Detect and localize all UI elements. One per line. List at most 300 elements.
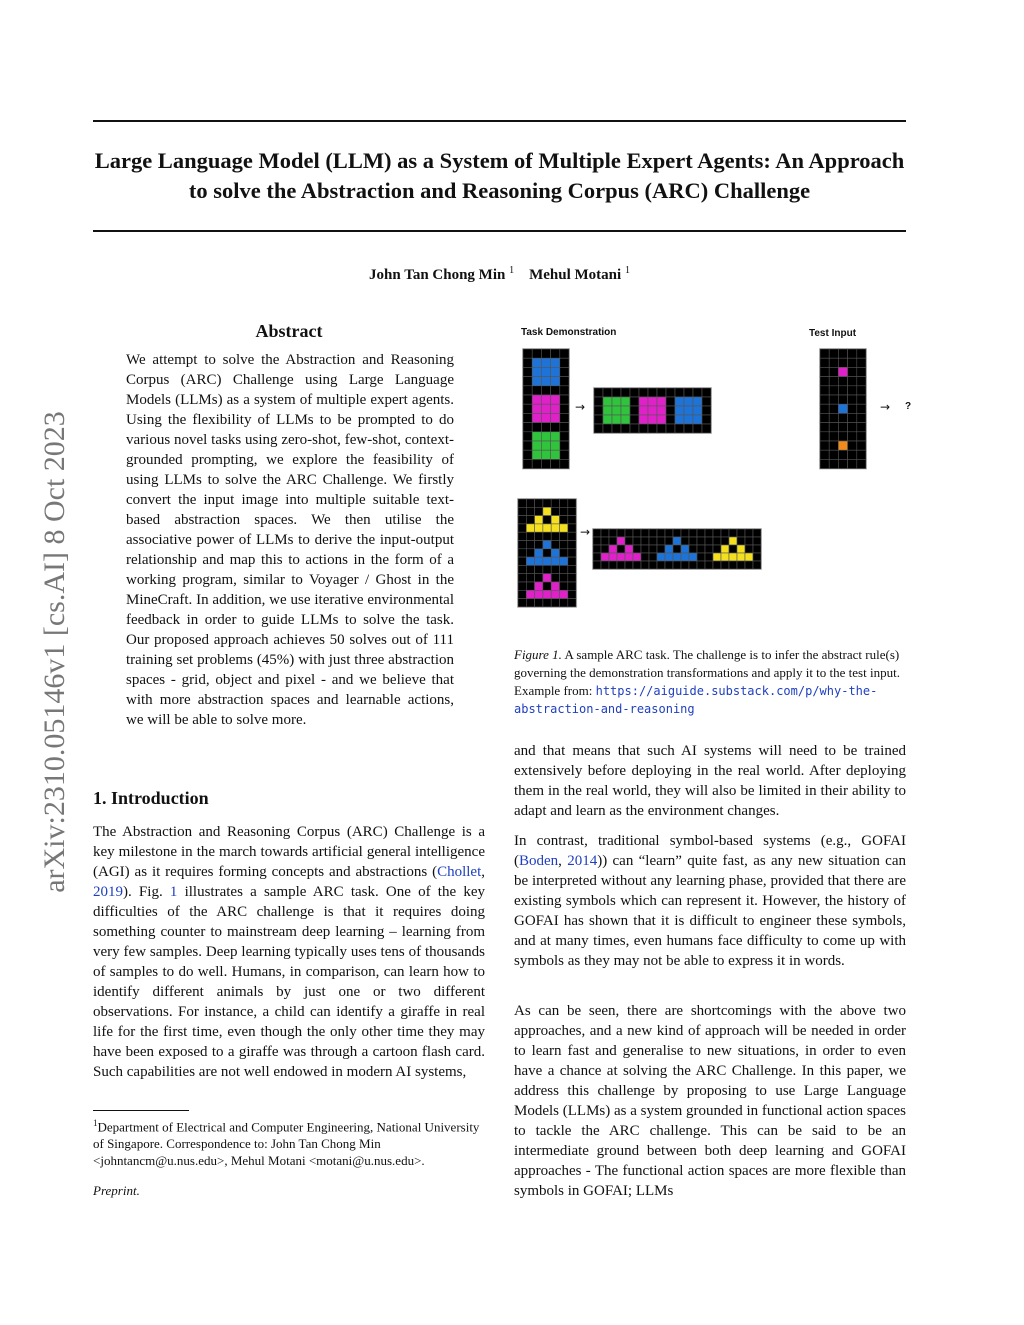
- grid-cell: [551, 574, 559, 582]
- footnote: [93, 1115, 485, 1169]
- grid-cell: [526, 565, 534, 573]
- grid-cell: [684, 388, 693, 397]
- grid-cell: [568, 582, 576, 590]
- section-heading-introduction: 1. Introduction: [93, 788, 209, 808]
- grid-cell: [648, 388, 657, 397]
- grid-cell: [675, 424, 684, 433]
- grid-cell: [630, 424, 639, 433]
- grid-cell: [535, 507, 543, 515]
- grid-cell: [551, 565, 559, 573]
- grid-cell: [543, 516, 551, 524]
- grid-cell: [820, 432, 829, 441]
- grid-cell: [535, 582, 543, 590]
- grid-cell: [838, 423, 847, 432]
- paragraph-text: )) can “learn” quite fast, as any new situation can be interpreted without any learning phase, provided that there are existing symbols which can represent it. However, the history of GOFAI has shown that it is difficult to engineer these symbols, and at many times, even humans face difficulty to come up with symbols as they may not be able to express it in words.: [514, 853, 906, 969]
- grid-cell: [625, 529, 633, 537]
- footnote-text: Department of Electrical and Computer Engineering, National University of Singapore. Correspondence to: John Tan Chong Min <johntancm@u.nus.edu>, Mehul Motani <motani@u.nus.edu>.: [93, 1119, 480, 1169]
- grid-cell: [612, 388, 621, 397]
- grid-cell: [568, 532, 576, 540]
- grid-cell: [648, 406, 657, 415]
- grid-cell: [532, 367, 541, 376]
- grid-cell: [829, 395, 838, 404]
- grid-cell: [551, 367, 560, 376]
- grid-cell: [684, 424, 693, 433]
- grid-cell: [543, 599, 551, 607]
- grid-cell: [601, 537, 609, 545]
- grid-cell: [601, 529, 609, 537]
- arrow-icon: →: [580, 525, 591, 539]
- grid-cell: [532, 349, 541, 358]
- grid-cell: [649, 545, 657, 553]
- grid-cell: [603, 388, 612, 397]
- grid-cell: [560, 386, 569, 395]
- grid-cell: [829, 413, 838, 422]
- grid-cell: [551, 582, 559, 590]
- footnote-mark: 1: [93, 1118, 98, 1128]
- grid-cell: [568, 507, 576, 515]
- citation-link-boden[interactable]: Boden: [519, 853, 559, 869]
- grid-cell: [639, 397, 648, 406]
- grid-cell: [820, 349, 829, 358]
- grid-cell: [535, 557, 543, 565]
- grid-cell: [526, 532, 534, 540]
- grid-cell: [518, 549, 526, 557]
- grid-cell: [609, 553, 617, 561]
- grid-cell: [551, 524, 559, 532]
- grid-cell: [820, 404, 829, 413]
- grid-cell: [689, 545, 697, 553]
- grid-cell: [702, 388, 711, 397]
- grid-cell: [649, 553, 657, 561]
- grid-cell: [523, 432, 532, 441]
- grid-cell: [829, 404, 838, 413]
- grid-cell: [857, 459, 866, 468]
- grid-cell: [689, 529, 697, 537]
- grid-cell: [560, 541, 568, 549]
- grid-cell: [543, 574, 551, 582]
- grid-cell: [820, 395, 829, 404]
- figure-caption: [514, 646, 906, 718]
- grid-cell: [551, 441, 560, 450]
- grid-cell: [560, 423, 569, 432]
- grid-cell: [666, 397, 675, 406]
- grid-cell: [568, 524, 576, 532]
- grid-cell: [675, 406, 684, 415]
- grid-cell: [526, 524, 534, 532]
- arxiv-identifier: arXiv:2310.05146v1 [cs.AI] 8 Oct 2023: [38, 411, 71, 893]
- grid-cell: [857, 404, 866, 413]
- grid-cell: [551, 349, 560, 358]
- grid-cell: [594, 397, 603, 406]
- caption-text: A sample ARC task. The challenge is to infer the abstract rule(s) governing the demonstration transformations and apply it to the test input. Example from:: [514, 647, 900, 698]
- grid-cell: [526, 541, 534, 549]
- grid-cell: [541, 404, 550, 413]
- abstract-text: We attempt to solve the Abstraction and Reasoning Corpus (ARC) Challenge using Large Language Models (LLMs) as a system of multiple expert agents. Using the flexibility of LLMs to be prompted to do various novel tasks using zero-shot, few-shot, context-grounded prompting, we explore the feasibility of using LLMs to solve the ARC Challenge. We firstly convert the input image into multiple suitable text-based abstraction spaces. We then utilise the associative power of LLMs to derive the input-output relationship and map this to actions in the form of a working program, similar to Voyager / Ghost in the MineCraft. In addition, we use iterative environmental feedback in order to guide LLMs to solve the task. Our proposed approach achieves 50 solves out of 111 training set problems (45%) with just three abstraction spaces - grid, object and pixel - and we believe that with more abstraction spaces and learnable actions, we will be able to solve more.: [126, 352, 454, 728]
- grid-cell: [593, 561, 601, 569]
- test-input-grid: [819, 348, 867, 470]
- grid-cell: [639, 415, 648, 424]
- grid-cell: [641, 537, 649, 545]
- grid-cell: [657, 388, 666, 397]
- grid-cell: [560, 450, 569, 459]
- grid-cell: [684, 406, 693, 415]
- grid-cell: [820, 413, 829, 422]
- grid-cell: [848, 450, 857, 459]
- grid-cell: [593, 553, 601, 561]
- grid-cell: [721, 537, 729, 545]
- grid-cell: [745, 537, 753, 545]
- grid-cell: [518, 582, 526, 590]
- grid-cell: [745, 561, 753, 569]
- grid-cell: [568, 565, 576, 573]
- grid-cell: [673, 537, 681, 545]
- grid-cell: [541, 441, 550, 450]
- paper-title: Large Language Model (LLM) as a System of Multiple Expert Agents: An Approach to solve the Abstraction and Reasoning Corpus (ARC) Challenge: [94, 148, 905, 203]
- grid-cell: [713, 545, 721, 553]
- grid-cell: [594, 388, 603, 397]
- author-affiliation-mark: 1: [624, 265, 630, 276]
- introduction-paragraph: The Abstraction and Reasoning Corpus (ARC) Challenge is a key milestone in the march towards artificial general intelligence (AGI) as it requires forming concepts and abstractions (Chollet, 2019). Fig. 1 illustrates a sample ARC task. One of the key difficulties of the ARC challenge is that it requires doing something counter to mainstream deep learning – learning from very few samples. Deep learning typically uses tens of thousands of samples to do well. Humans, in comparison, can learn how to identify different animals by just one or two different observations. For instance, a child can identify a giraffe in real life for the first time, even though the only other time they may have been exposed to a giraffe was through a cartoon flash card. Such capabilities are not well endowed in modern AI systems,: [93, 824, 485, 1080]
- grid-cell: [518, 499, 526, 507]
- grid-cell: [603, 406, 612, 415]
- grid-cell: [541, 423, 550, 432]
- grid-cell: [857, 432, 866, 441]
- grid-cell: [753, 537, 761, 545]
- grid-cell: [518, 532, 526, 540]
- grid-cell: [753, 529, 761, 537]
- author-list: [93, 265, 906, 284]
- grid-cell: [568, 574, 576, 582]
- grid-cell: [633, 545, 641, 553]
- grid-cell: [838, 441, 847, 450]
- grid-cell: [848, 349, 857, 358]
- grid-cell: [603, 424, 612, 433]
- arc-grids-drawing: [514, 322, 914, 612]
- grid-cell: [829, 441, 838, 450]
- grid-cell: [568, 549, 576, 557]
- grid-cell: [657, 415, 666, 424]
- grid-cell: [729, 561, 737, 569]
- grid-cell: [612, 424, 621, 433]
- grid-cell: [713, 537, 721, 545]
- grid-cell: [633, 561, 641, 569]
- grid-cell: [648, 424, 657, 433]
- grid-cell: [657, 537, 665, 545]
- grid-cell: [838, 395, 847, 404]
- grid-cell: [848, 459, 857, 468]
- grid-cell: [568, 599, 576, 607]
- grid-cell: [820, 441, 829, 450]
- grid-cell: [535, 549, 543, 557]
- grid-cell: [713, 561, 721, 569]
- grid-cell: [560, 557, 568, 565]
- grid-cell: [657, 406, 666, 415]
- grid-cell: [697, 537, 705, 545]
- grid-cell: [838, 377, 847, 386]
- author-name: Mehul Motani: [529, 267, 622, 283]
- grid-cell: [560, 574, 568, 582]
- grid-cell: [657, 545, 665, 553]
- grid-cell: [838, 367, 847, 376]
- citation-link-chollet[interactable]: Chollet: [437, 864, 482, 880]
- arrow-icon: →: [575, 400, 586, 414]
- author-name: John Tan Chong Min: [369, 267, 506, 283]
- grid-cell: [541, 377, 550, 386]
- grid-cell: [689, 537, 697, 545]
- grid-cell: [689, 553, 697, 561]
- example1-output-grid: [593, 387, 712, 434]
- grid-cell: [617, 537, 625, 545]
- figure-label-task-demonstration: Task Demonstration: [521, 327, 617, 338]
- grid-cell: [697, 561, 705, 569]
- grid-cell: [639, 388, 648, 397]
- grid-cell: [526, 574, 534, 582]
- grid-cell: [526, 507, 534, 515]
- grid-cell: [697, 545, 705, 553]
- grid-cell: [665, 529, 673, 537]
- grid-cell: [829, 349, 838, 358]
- grid-cell: [523, 367, 532, 376]
- grid-cell: [621, 397, 630, 406]
- grid-cell: [560, 377, 569, 386]
- grid-cell: [666, 406, 675, 415]
- grid-cell: [535, 499, 543, 507]
- grid-cell: [753, 553, 761, 561]
- grid-cell: [820, 367, 829, 376]
- title-bottom-rule: [93, 230, 906, 232]
- grid-cell: [857, 367, 866, 376]
- caption-url-link[interactable]: https://aiguide.substack.com/p/why-the-abstraction-and-reasoning: [514, 684, 878, 716]
- grid-cell: [838, 349, 847, 358]
- top-rule: [93, 120, 906, 122]
- grid-cell: [518, 557, 526, 565]
- grid-cell: [601, 553, 609, 561]
- grid-cell: [657, 397, 666, 406]
- grid-cell: [705, 553, 713, 561]
- grid-cell: [684, 397, 693, 406]
- grid-cell: [657, 529, 665, 537]
- grid-cell: [551, 459, 560, 468]
- grid-cell: [518, 524, 526, 532]
- grid-cell: [630, 415, 639, 424]
- grid-cell: [541, 459, 550, 468]
- grid-cell: [721, 545, 729, 553]
- grid-cell: [681, 537, 689, 545]
- grid-cell: [560, 358, 569, 367]
- grid-cell: [560, 349, 569, 358]
- grid-cell: [848, 432, 857, 441]
- grid-cell: [523, 358, 532, 367]
- grid-cell: [838, 432, 847, 441]
- grid-cell: [666, 388, 675, 397]
- grid-cell: [609, 537, 617, 545]
- grid-cell: [857, 423, 866, 432]
- figure-arc-task: [514, 322, 914, 612]
- grid-cell: [737, 553, 745, 561]
- grid-cell: [675, 397, 684, 406]
- grid-cell: [560, 395, 569, 404]
- grid-cell: [848, 404, 857, 413]
- grid-cell: [838, 413, 847, 422]
- grid-cell: [603, 397, 612, 406]
- figure-ref-link[interactable]: 1: [169, 884, 178, 900]
- grid-cell: [523, 450, 532, 459]
- grid-cell: [568, 516, 576, 524]
- grid-cell: [532, 441, 541, 450]
- grid-cell: [560, 441, 569, 450]
- grid-cell: [829, 386, 838, 395]
- grid-cell: [820, 386, 829, 395]
- grid-cell: [705, 545, 713, 553]
- intro-text: The Abstraction and Reasoning Corpus (ARC) Challenge is a key milestone in the march towards artificial general intelligence (AGI) as it requires forming concepts and abstractions (: [93, 824, 485, 880]
- grid-cell: [560, 599, 568, 607]
- grid-cell: [848, 367, 857, 376]
- grid-cell: [633, 529, 641, 537]
- grid-cell: [535, 565, 543, 573]
- grid-cell: [532, 459, 541, 468]
- grid-cell: [560, 459, 569, 468]
- grid-cell: [593, 537, 601, 545]
- grid-cell: [609, 561, 617, 569]
- grid-cell: [633, 553, 641, 561]
- grid-cell: [705, 561, 713, 569]
- grid-cell: [532, 377, 541, 386]
- grid-cell: [693, 397, 702, 406]
- grid-cell: [612, 415, 621, 424]
- grid-cell: [848, 377, 857, 386]
- grid-cell: [560, 565, 568, 573]
- grid-cell: [617, 561, 625, 569]
- grid-cell: [713, 529, 721, 537]
- grid-cell: [665, 553, 673, 561]
- grid-cell: [551, 423, 560, 432]
- grid-cell: [621, 406, 630, 415]
- grid-cell: [702, 397, 711, 406]
- grid-cell: [532, 423, 541, 432]
- grid-cell: [657, 424, 666, 433]
- grid-cell: [745, 553, 753, 561]
- grid-cell: [526, 599, 534, 607]
- grid-cell: [820, 450, 829, 459]
- grid-cell: [594, 406, 603, 415]
- grid-cell: [857, 377, 866, 386]
- grid-cell: [560, 516, 568, 524]
- grid-cell: [621, 388, 630, 397]
- grid-cell: [551, 386, 560, 395]
- grid-cell: [648, 415, 657, 424]
- grid-cell: [745, 545, 753, 553]
- grid-cell: [560, 507, 568, 515]
- grid-cell: [551, 358, 560, 367]
- citation-year-link-chollet[interactable]: 2019: [93, 884, 123, 900]
- grid-cell: [693, 424, 702, 433]
- grid-cell: [526, 557, 534, 565]
- grid-cell: [523, 377, 532, 386]
- grid-cell: [838, 404, 847, 413]
- grid-cell: [673, 545, 681, 553]
- grid-cell: [523, 441, 532, 450]
- grid-cell: [532, 450, 541, 459]
- grid-cell: [737, 529, 745, 537]
- grid-cell: [541, 386, 550, 395]
- example1-input-grid: [522, 348, 570, 470]
- grid-cell: [838, 450, 847, 459]
- grid-cell: [560, 590, 568, 598]
- question-mark: ?: [905, 401, 912, 412]
- paragraph-text: In contrast, traditional symbol-based systems (e.g., GOFAI (: [514, 833, 906, 869]
- grid-cell: [705, 537, 713, 545]
- grid-cell: [518, 574, 526, 582]
- grid-cell: [641, 545, 649, 553]
- grid-cell: [713, 553, 721, 561]
- grid-cell: [551, 450, 560, 459]
- grid-cell: [665, 545, 673, 553]
- grid-cell: [523, 459, 532, 468]
- grid-cell: [625, 561, 633, 569]
- grid-cell: [568, 590, 576, 598]
- grid-cell: [857, 349, 866, 358]
- grid-cell: [551, 590, 559, 598]
- grid-cell: [857, 450, 866, 459]
- grid-cell: [568, 541, 576, 549]
- grid-cell: [543, 499, 551, 507]
- grid-cell: [641, 529, 649, 537]
- grid-cell: [625, 545, 633, 553]
- grid-cell: [673, 561, 681, 569]
- grid-cell: [820, 459, 829, 468]
- column2-paragraph: As can be seen, there are shortcomings with the above two approaches, and a new kind of approach will be needed in order to learn fast and generalise to new situations, in order to even have a chance at solving the ARC Challenge. In this paper, we address this challenge by proposing to use Large Language Models (LLMs) as a system grounded in functional action spaces to tackle the ARC challenge. This can be said to be an intermediate ground between both deep learning and GOFAI approaches - The functional action spaces are more flexible than symbols in GOFAI; LLMs: [514, 1003, 906, 1199]
- grid-cell: [603, 415, 612, 424]
- grid-cell: [697, 529, 705, 537]
- grid-cell: [543, 565, 551, 573]
- grid-cell: [535, 532, 543, 540]
- grid-cell: [829, 423, 838, 432]
- grid-cell: [543, 507, 551, 515]
- grid-cell: [609, 529, 617, 537]
- grid-cell: [551, 404, 560, 413]
- intro-text: ). Fig.: [123, 884, 170, 900]
- grid-cell: [829, 377, 838, 386]
- grid-cell: [617, 553, 625, 561]
- grid-cell: [675, 388, 684, 397]
- intro-text: illustrates a sample ARC task. One of the key difficulties of the ARC challenge is that it requires doing something counter to mainstream deep learning – learning from very few samples. Deep learning typically uses tens of thousands of samples to do well. Humans, in comparison, can learn how to identify different animals by just one or two different observations. For instance, a child can identify a giraffe in real life for the first time, even though the only other time they may have been exposed to a giraffe was through a cartoon flash card. Such capabilities are not well endowed in modern AI systems,: [93, 884, 485, 1080]
- grid-cell: [657, 561, 665, 569]
- grid-cell: [551, 599, 559, 607]
- grid-cell: [625, 537, 633, 545]
- grid-cell: [857, 358, 866, 367]
- grid-cell: [633, 537, 641, 545]
- grid-cell: [649, 561, 657, 569]
- grid-cell: [829, 459, 838, 468]
- grid-cell: [551, 395, 560, 404]
- grid-cell: [857, 386, 866, 395]
- grid-cell: [560, 499, 568, 507]
- grid-cell: [693, 415, 702, 424]
- grid-cell: [753, 545, 761, 553]
- grid-cell: [526, 549, 534, 557]
- citation-year-link-boden[interactable]: 2014: [567, 853, 598, 869]
- grid-cell: [848, 441, 857, 450]
- grid-cell: [518, 516, 526, 524]
- abstract-heading: Abstract: [255, 321, 323, 341]
- grid-cell: [702, 424, 711, 433]
- grid-cell: [594, 424, 603, 433]
- grid-cell: [593, 529, 601, 537]
- grid-cell: [641, 561, 649, 569]
- grid-cell: [630, 406, 639, 415]
- grid-cell: [829, 432, 838, 441]
- grid-cell: [820, 377, 829, 386]
